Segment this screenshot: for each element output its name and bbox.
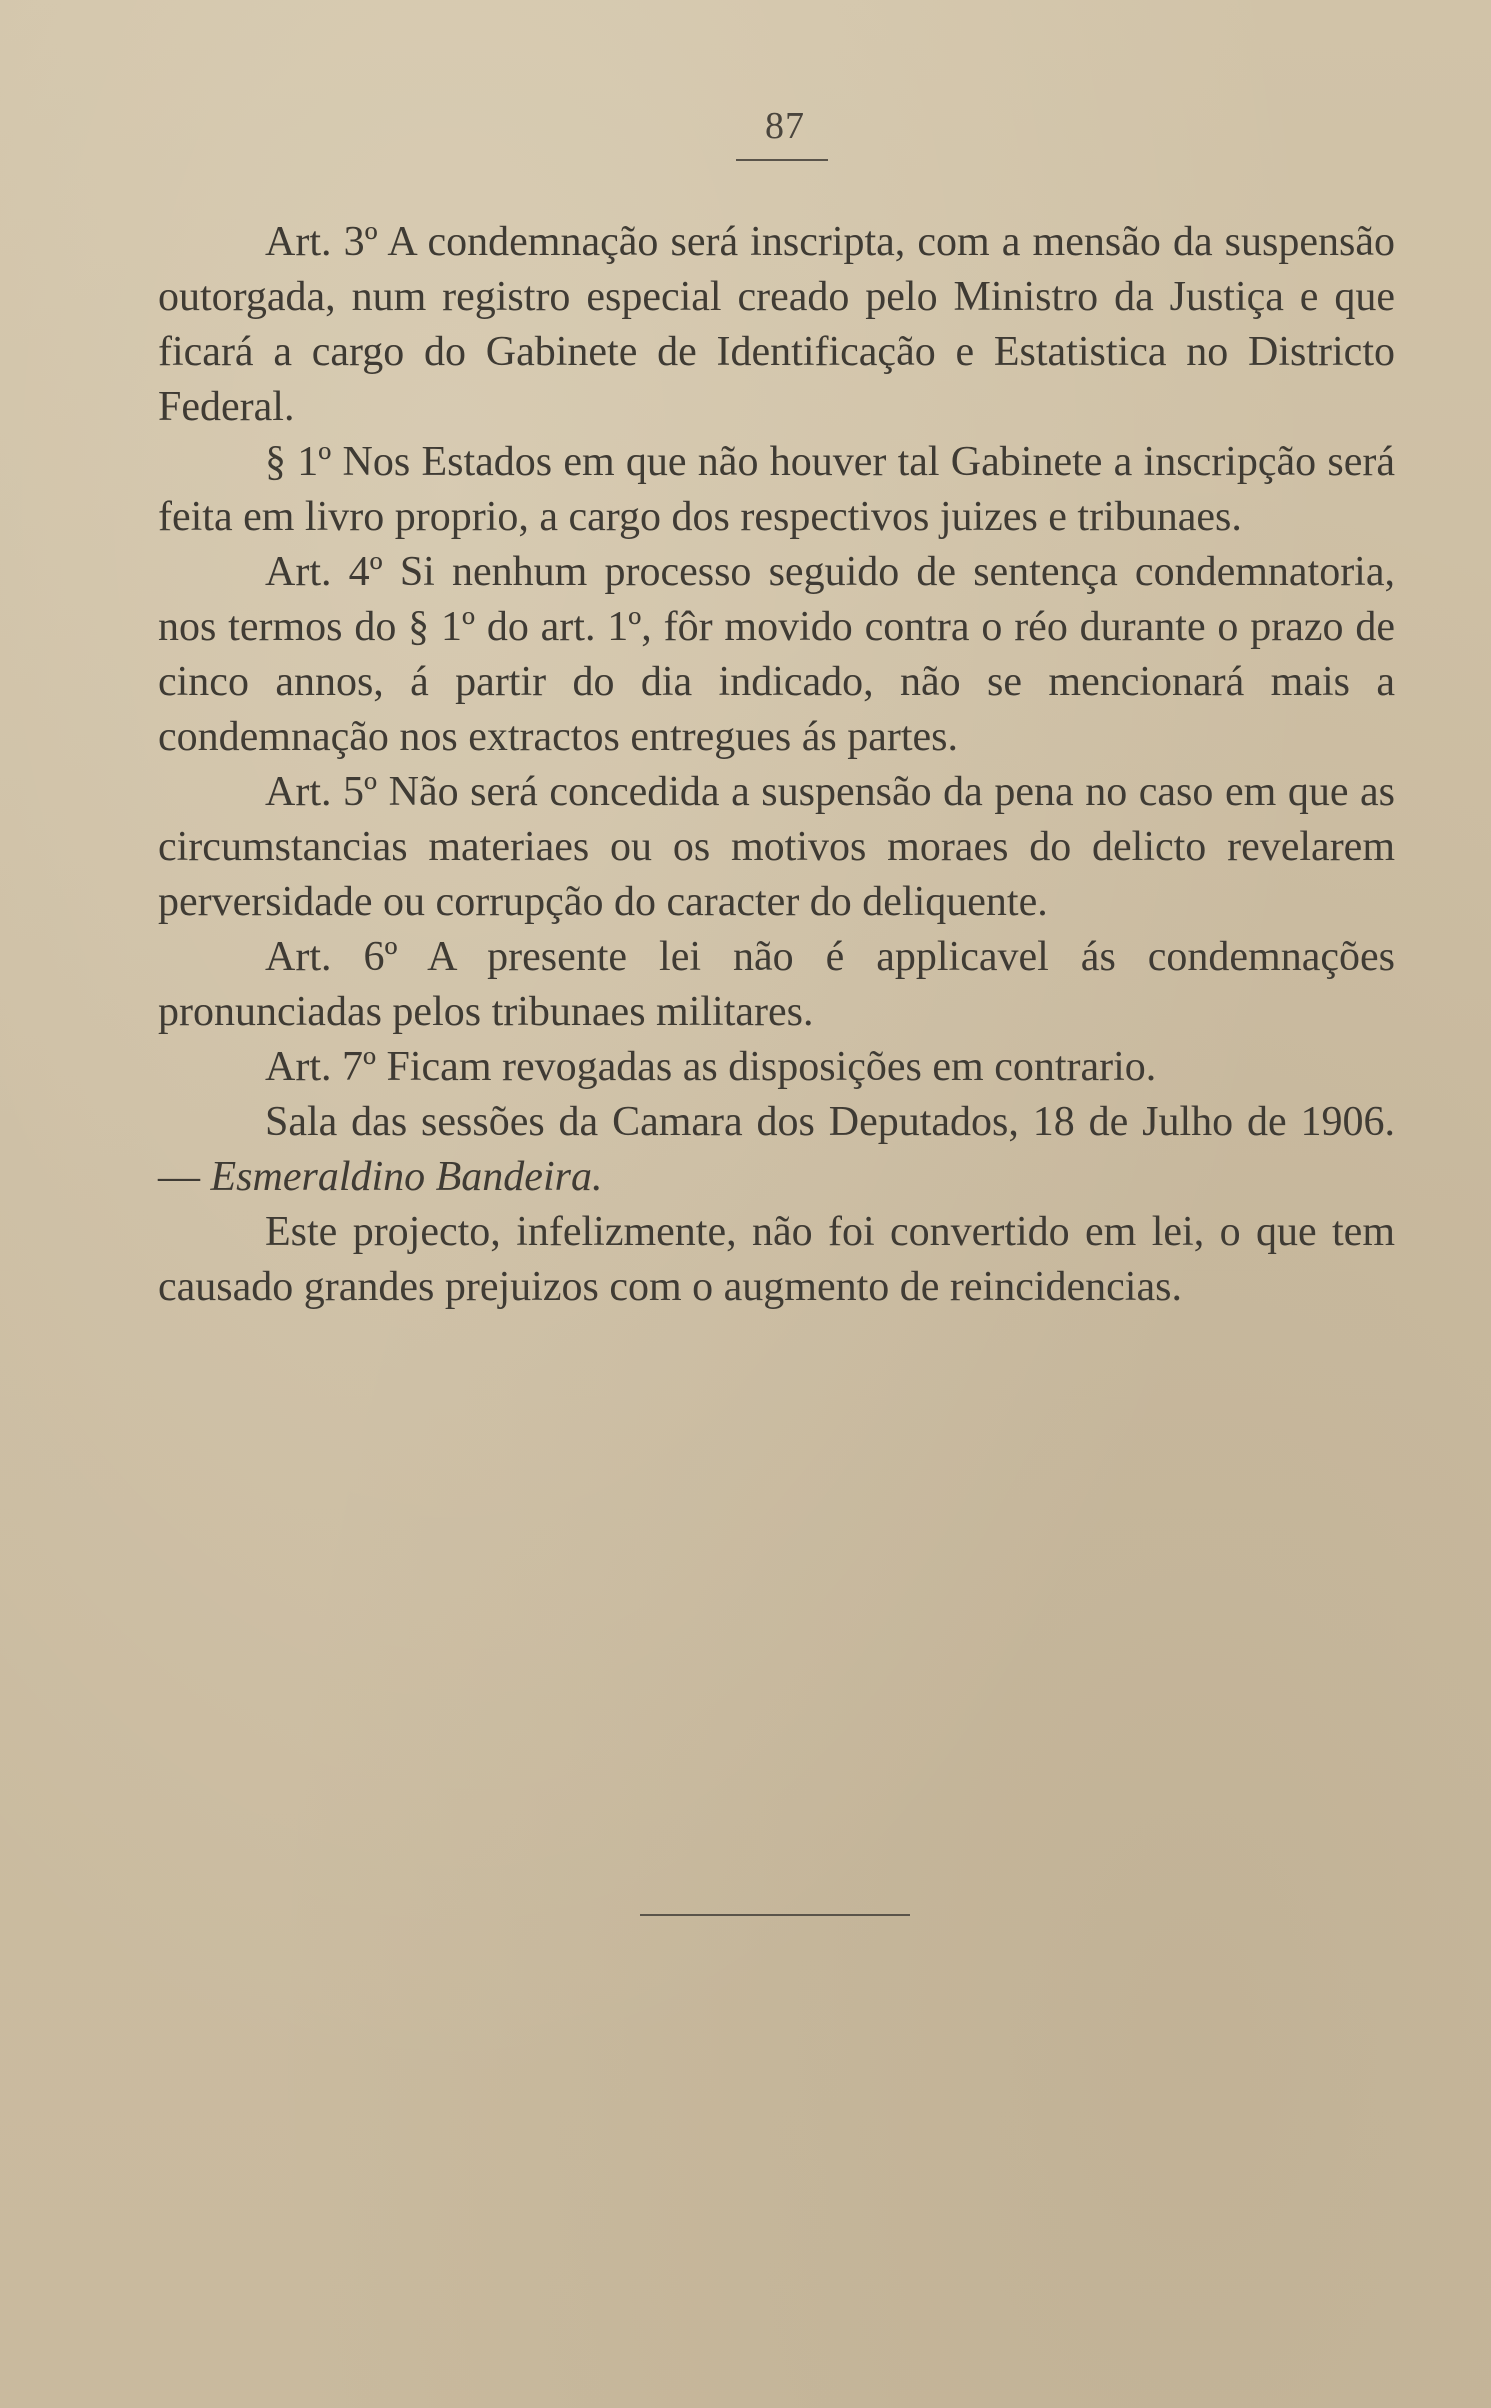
paragraph-art-4: Art. 4º Si nenhum processo seguido de sentença condemnatoria, nos termos do § 1º do art. 1º, fôr movido contra o réo durante o prazo de cinco annos, á partir do dia indicado, não se mencionará mais a condemnação nos extractos entregues ás partes. — [158, 549, 1395, 760]
end-rule — [640, 1914, 910, 1916]
paragraph-art-7: Art. 7º Ficam revogadas as disposições em contrario. — [265, 1044, 1157, 1090]
paragraph-closing: Este projecto, infelizmente, não foi convertido em lei, o que tem causado grandes prejuizos com o augmento de reincidencias. — [158, 1209, 1395, 1310]
page-number: 87 — [765, 105, 805, 147]
session-text: Sala das sessões da Camara dos Deputados, 18 de Julho de 1906. — — [158, 1099, 1395, 1200]
paragraph-art-3: Art. 3º A condemnação será inscripta, com a mensão da suspensão outorgada, num registro especial creado pelo Ministro da Justiça e que ficará a cargo do Gabinete de Identificação e Estatistica no Districto Federal. — [158, 219, 1395, 430]
header-rule — [736, 159, 828, 161]
paragraph-session — [158, 1095, 1395, 1205]
body-text — [158, 215, 1395, 1315]
paragraph-art-6: Art. 6º A presente lei não é applicavel ás condemnações pronunciadas pelos tribunaes militares. — [158, 934, 1395, 1035]
paragraph-art-5: Art. 5º Não será concedida a suspensão da pena no caso em que as circumstancias materiaes ou os motivos moraes do delicto revelarem perversidade ou corrupção do caracter do deliquente. — [158, 769, 1395, 925]
paragraph-section-1: § 1º Nos Estados em que não houver tal Gabinete a inscripção será feita em livro proprio, a cargo dos respectivos juizes e tribunaes. — [158, 439, 1395, 540]
signature: Esmeraldino Bandeira. — [210, 1154, 603, 1200]
